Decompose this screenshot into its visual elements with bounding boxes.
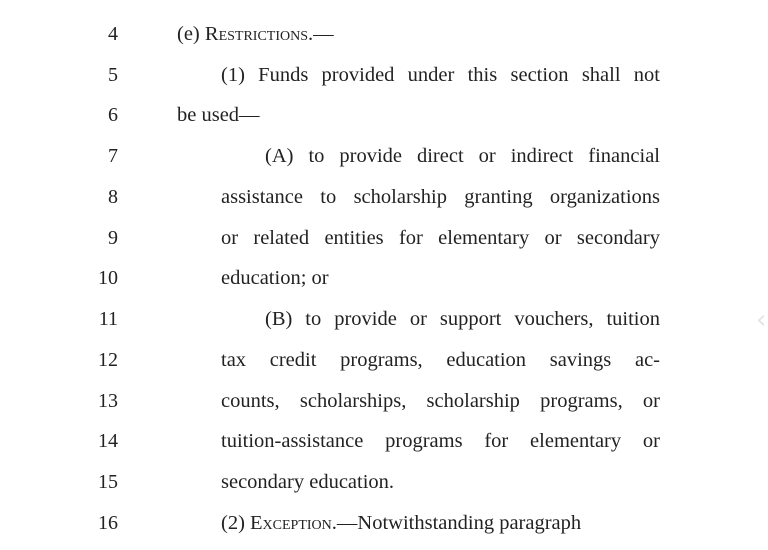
- line-number: 6: [108, 104, 118, 126]
- paragraph-heading: Exception: [250, 512, 332, 534]
- document-line: [0, 388, 768, 428]
- line-text: education; or: [221, 267, 329, 289]
- line-text: [221, 510, 581, 536]
- line-text: be used—: [177, 104, 260, 126]
- line-number: 16: [98, 512, 118, 534]
- document-line: [0, 428, 768, 468]
- line-text: (B) to provide or support vouchers, tuition: [265, 308, 660, 330]
- line-text: or related entities for elementary or secondary: [221, 227, 660, 249]
- line-text: (1) Funds provided under this section shall not: [221, 64, 660, 86]
- line-text: tax credit programs, education savings ac-: [221, 349, 660, 371]
- line-number: 4: [108, 23, 118, 45]
- document-line: [0, 62, 768, 102]
- line-number: 11: [98, 308, 118, 330]
- chevron-left-icon[interactable]: ‹: [756, 305, 767, 335]
- line-number: 13: [98, 390, 118, 412]
- document-line: [0, 265, 768, 305]
- line-number: 5: [108, 64, 118, 86]
- line-number: 8: [108, 186, 118, 208]
- subsection-label: (e): [177, 23, 205, 45]
- line-number: 14: [98, 430, 118, 452]
- line-number: 12: [98, 349, 118, 371]
- line-text: [177, 21, 334, 47]
- line-number: 9: [108, 227, 118, 249]
- subsection-heading: Restrictions: [204, 23, 309, 45]
- line-number: 7: [108, 145, 118, 167]
- line-number: 10: [98, 267, 118, 289]
- document-line: [0, 306, 768, 346]
- paragraph-label: (2): [221, 512, 251, 534]
- line-text: tuition-assistance programs for elementary or: [221, 430, 660, 452]
- document-line: [0, 469, 768, 509]
- document-line: [0, 102, 768, 142]
- line-text: counts, scholarships, scholarship programs, or: [221, 390, 660, 412]
- document-line: [0, 184, 768, 224]
- line-number: 15: [98, 471, 118, 493]
- line-text: assistance to scholarship granting organizations: [221, 186, 660, 208]
- document-line: [0, 21, 768, 61]
- line-text: (A) to provide direct or indirect financial: [265, 145, 660, 167]
- line-text: secondary education.: [221, 471, 395, 493]
- paragraph-text: .—Notwithstanding paragraph: [331, 512, 582, 534]
- document-line: [0, 225, 768, 265]
- document-line: [0, 510, 768, 550]
- document-line: [0, 347, 768, 387]
- document-line: [0, 143, 768, 183]
- heading-dash: .—: [308, 23, 334, 45]
